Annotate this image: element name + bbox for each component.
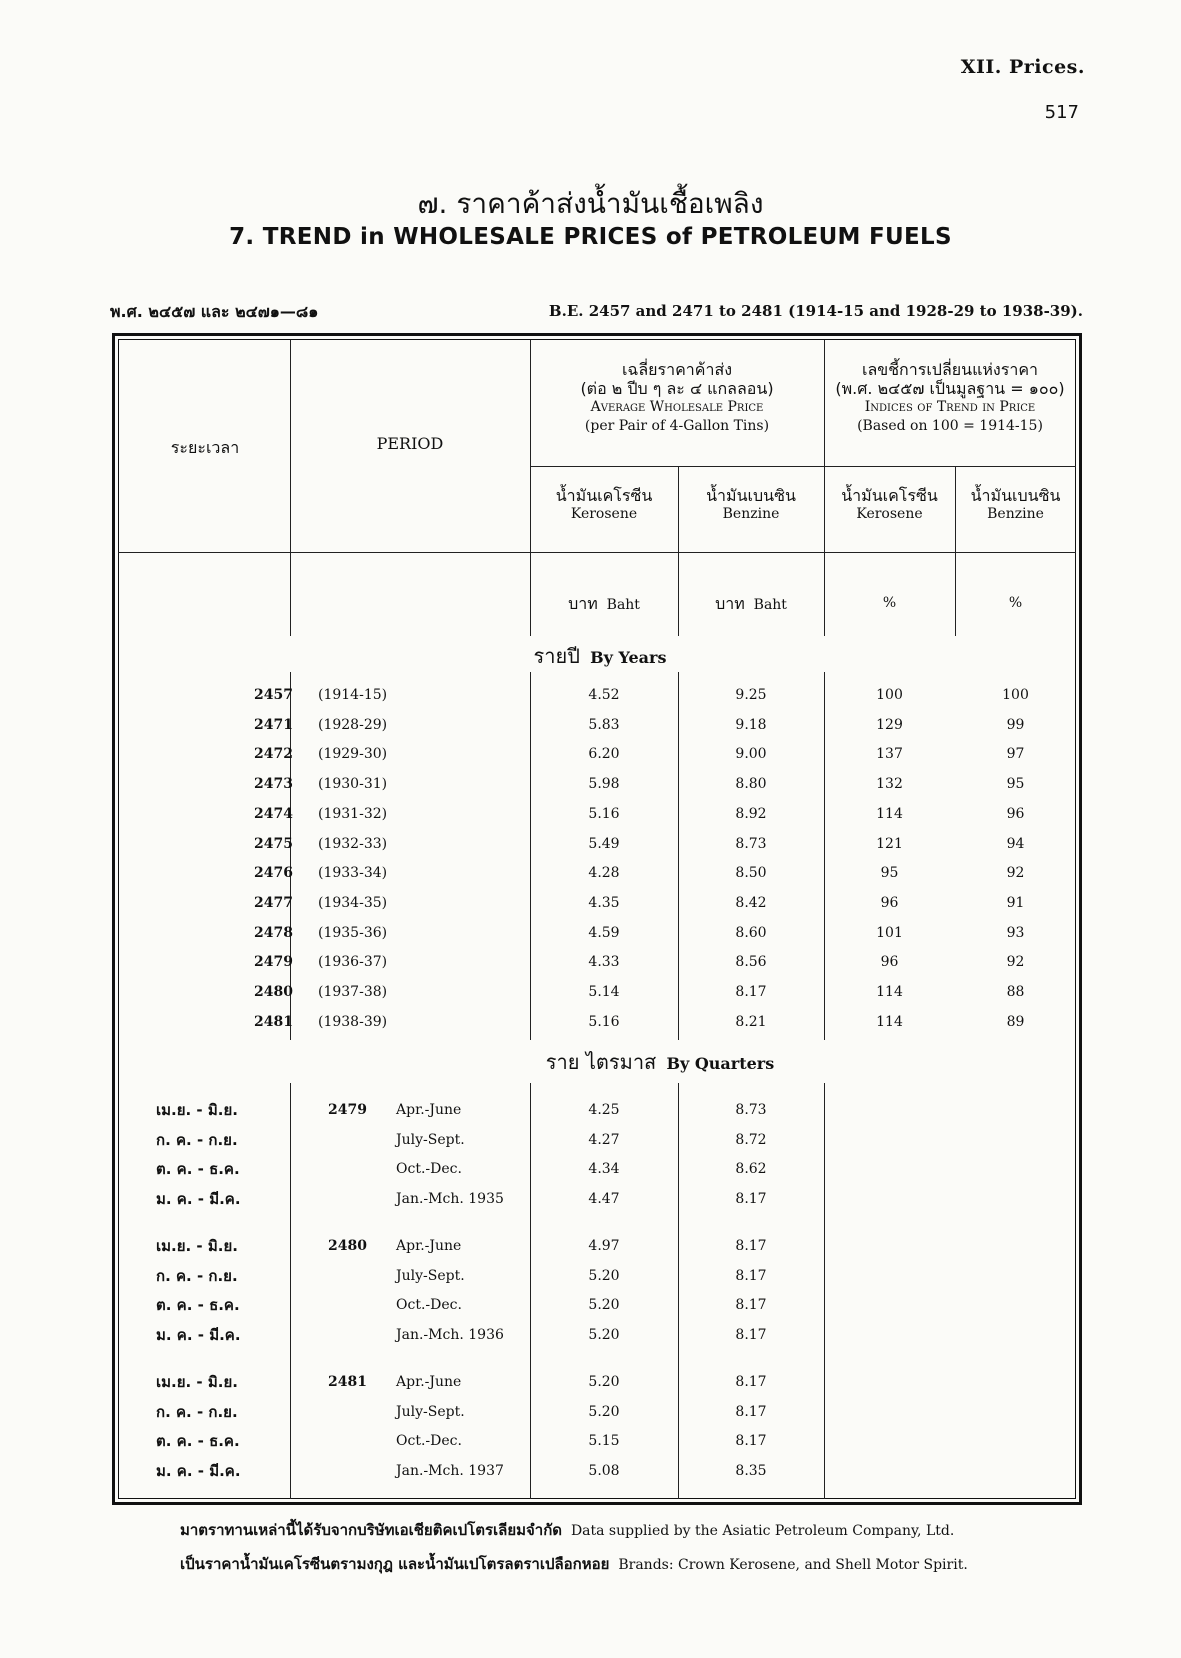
year-ce: (1930-31) — [318, 776, 388, 793]
quarter-en: Jan.-Mch. 1936 — [396, 1326, 504, 1343]
value-benzine-index: 96 — [1006, 805, 1025, 822]
value-benzine-index: 99 — [1006, 716, 1025, 733]
year-be: 2476 — [254, 865, 293, 882]
year-be: 2471 — [254, 716, 293, 733]
value-kerosene-price: 5.98 — [588, 776, 620, 793]
value-benzine-index: 88 — [1006, 984, 1025, 1000]
quarter-be: 2479 — [328, 1102, 367, 1118]
quarter-en: Jan.-Mch. 1935 — [396, 1190, 504, 1207]
value-kerosene-price: 4.28 — [588, 865, 620, 882]
unit-percent-1: % — [882, 595, 897, 611]
quarter-kerosene-price: 5.20 — [588, 1403, 620, 1420]
value-benzine-price: 9.25 — [735, 687, 767, 703]
quarter-benzine-price: 8.35 — [735, 1462, 767, 1479]
year-be: 2473 — [254, 776, 293, 793]
quarter-benzine-price: 8.17 — [735, 1326, 767, 1343]
value-kerosene-index: 100 — [876, 687, 903, 703]
subcol-kerosene-index: น้ำมันเคโรซีน Kerosene — [841, 486, 938, 522]
value-benzine-price: 9.00 — [735, 746, 767, 763]
footer-note-1: มาตราทานเหล่านี้ได้รับจากบริษัทเอเชียติคเปโตรเลียมจำกัด Data supplied by the Asiatic Petroleum Company, Ltd. — [180, 1521, 955, 1539]
year-ce: (1933-34) — [318, 865, 388, 882]
quarter-en: Jan.-Mch. 1937 — [396, 1462, 504, 1479]
year-be: 2474 — [254, 805, 293, 822]
title-english: 7. TREND in WHOLESALE PRICES of PETROLEUM FUELS — [229, 224, 952, 250]
quarter-thai: ก. ค. - ก.ย. — [156, 1130, 238, 1149]
quarter-benzine-price: 8.17 — [735, 1297, 767, 1313]
value-benzine-index: 97 — [1006, 746, 1025, 763]
quarter-benzine-price: 8.17 — [735, 1433, 767, 1449]
quarter-kerosene-price: 5.20 — [588, 1297, 620, 1313]
quarter-kerosene-price: 5.08 — [588, 1462, 620, 1479]
quarter-en: Oct.-Dec. — [396, 1297, 462, 1313]
quarter-benzine-price: 8.17 — [735, 1403, 767, 1420]
subcol-benzine-index: น้ำมันเบนซิน Benzine — [970, 486, 1061, 522]
quarter-en: July-Sept. — [396, 1131, 465, 1148]
year-be: 2475 — [254, 835, 293, 852]
year-be: 2477 — [254, 894, 293, 911]
value-benzine-price: 8.50 — [735, 865, 767, 882]
year-ce: (1914-15) — [318, 687, 388, 703]
year-ce: (1937-38) — [318, 984, 388, 1000]
quarter-en: Oct.-Dec. — [396, 1433, 462, 1449]
year-be: 2457 — [254, 687, 293, 703]
value-kerosene-price: 6.20 — [588, 746, 620, 763]
value-kerosene-price: 5.49 — [588, 835, 620, 852]
quarter-kerosene-price: 4.97 — [588, 1238, 620, 1254]
value-kerosene-index: 132 — [876, 776, 903, 793]
quarter-benzine-price: 8.62 — [735, 1161, 767, 1177]
quarter-thai: ม. ค. - มี.ค. — [156, 1461, 241, 1480]
value-benzine-price: 9.18 — [735, 716, 767, 733]
quarter-thai: ก. ค. - ก.ย. — [156, 1402, 238, 1421]
band-by-years: รายปี By Years — [533, 644, 667, 668]
quarter-be: 2481 — [328, 1374, 367, 1390]
value-benzine-index: 92 — [1006, 954, 1025, 971]
unit-percent-2: % — [1008, 595, 1023, 611]
quarter-en: Apr.-June — [396, 1102, 462, 1118]
quarter-kerosene-price: 4.25 — [588, 1102, 620, 1118]
year-ce: (1932-33) — [318, 835, 388, 852]
quarter-kerosene-price: 5.20 — [588, 1267, 620, 1284]
value-kerosene-index: 95 — [880, 865, 899, 882]
value-benzine-price: 8.17 — [735, 984, 767, 1000]
quarter-en: July-Sept. — [396, 1267, 465, 1284]
year-be: 2472 — [254, 746, 293, 763]
value-kerosene-price: 5.16 — [588, 1013, 620, 1030]
value-benzine-index: 93 — [1006, 924, 1025, 941]
value-kerosene-price: 4.33 — [588, 954, 620, 971]
quarter-kerosene-price: 4.27 — [588, 1131, 620, 1148]
value-kerosene-index: 96 — [880, 954, 899, 971]
subtitle-thai: พ.ศ. ๒๔๕๗ และ ๒๔๗๑—๘๑ — [110, 302, 319, 321]
value-kerosene-index: 114 — [876, 984, 903, 1000]
year-ce: (1931-32) — [318, 805, 388, 822]
quarter-benzine-price: 8.73 — [735, 1102, 767, 1118]
quarter-thai: ก. ค. - ก.ย. — [156, 1266, 238, 1285]
subcol-kerosene-price: น้ำมันเคโรซีน Kerosene — [555, 486, 653, 522]
quarter-thai: ต. ค. - ธ.ค. — [156, 1432, 240, 1450]
value-kerosene-price: 4.59 — [588, 924, 620, 941]
quarter-kerosene-price: 5.20 — [588, 1326, 620, 1343]
value-kerosene-index: 101 — [876, 924, 903, 941]
value-benzine-index: 91 — [1006, 894, 1025, 911]
quarter-en: Oct.-Dec. — [396, 1161, 462, 1177]
value-benzine-price: 8.92 — [735, 805, 767, 822]
value-kerosene-price: 5.16 — [588, 805, 620, 822]
subcol-benzine-price: น้ำมันเบนซิน Benzine — [706, 486, 796, 522]
quarter-thai: เม.ย. - มิ.ย. — [156, 1101, 238, 1119]
unit-baht-2: บาท Baht — [715, 594, 787, 613]
unit-baht-1: บาท Baht — [568, 594, 640, 613]
year-ce: (1934-35) — [318, 894, 388, 911]
quarter-thai: ต. ค. - ธ.ค. — [156, 1296, 240, 1314]
value-benzine-price: 8.56 — [735, 954, 767, 971]
quarter-be: 2480 — [328, 1238, 367, 1254]
page-number: 517 — [1044, 102, 1079, 123]
quarter-thai: ม. ค. - มี.ค. — [156, 1325, 241, 1344]
year-ce: (1935-36) — [318, 924, 388, 941]
col-group-index: เลขชี้การเปลี่ยนแห่งราคา (พ.ศ. ๒๔๕๗ เป็นมูลฐาน = ๑๐๐) Indices of Trend in Price (Based on 100 = 1914-15) — [835, 360, 1065, 434]
value-benzine-price: 8.80 — [735, 776, 767, 793]
value-benzine-price: 8.60 — [735, 924, 767, 941]
year-be: 2481 — [254, 1013, 293, 1030]
quarter-benzine-price: 8.17 — [735, 1190, 767, 1207]
quarter-kerosene-price: 4.34 — [588, 1161, 620, 1177]
quarter-kerosene-price: 4.47 — [588, 1190, 620, 1207]
value-benzine-price: 8.21 — [735, 1013, 767, 1030]
year-be: 2478 — [254, 924, 293, 941]
value-kerosene-index: 121 — [876, 835, 903, 852]
quarter-en: Apr.-June — [396, 1238, 462, 1254]
value-kerosene-price: 4.35 — [588, 894, 620, 911]
title-thai: ๗. ราคาค้าส่งน้ำมันเชื้อเพลิง — [417, 187, 764, 220]
footer-note-2: เป็นราคาน้ำมันเคโรซีนตรามงกุฎ และน้ำมันเปโตรลตราเปลือกหอย Brands: Crown Kerosene, and Shell Motor Spirit. — [180, 1555, 968, 1573]
value-kerosene-price: 4.52 — [588, 687, 620, 703]
value-benzine-price: 8.42 — [735, 894, 767, 911]
value-benzine-price: 8.73 — [735, 835, 767, 852]
quarter-thai: ม. ค. - มี.ค. — [156, 1189, 241, 1208]
subtitle-english: B.E. 2457 and 2471 to 2481 (1914-15 and 1928-29 to 1938-39). — [548, 302, 1083, 320]
col-header-period-en: PERIOD — [376, 434, 444, 453]
year-ce: (1936-37) — [318, 954, 388, 971]
quarter-kerosene-price: 5.20 — [588, 1374, 620, 1390]
value-kerosene-index: 114 — [876, 805, 903, 822]
value-kerosene-price: 5.83 — [588, 716, 620, 733]
quarter-benzine-price: 8.17 — [735, 1238, 767, 1254]
value-kerosene-index: 129 — [876, 716, 903, 733]
year-ce: (1938-39) — [318, 1013, 388, 1030]
quarter-thai: ต. ค. - ธ.ค. — [156, 1160, 240, 1178]
col-group-price: เฉลี่ยราคาค้าส่ง (ต่อ ๒ ปีบ ๆ ละ ๔ แกลลอน) Average Wholesale Price (per Pair of 4-Gallon Tins) — [580, 360, 774, 434]
quarter-en: July-Sept. — [396, 1403, 465, 1420]
value-kerosene-index: 137 — [876, 746, 903, 763]
year-be: 2479 — [254, 954, 293, 971]
value-benzine-index: 89 — [1006, 1013, 1025, 1030]
quarter-benzine-price: 8.17 — [735, 1374, 767, 1390]
value-kerosene-price: 5.14 — [588, 984, 620, 1000]
col-header-period-thai: ระยะเวลา — [170, 438, 240, 457]
band-by-quarters: ราย ไตรมาส By Quarters — [545, 1050, 775, 1074]
quarter-thai: เม.ย. - มิ.ย. — [156, 1237, 238, 1255]
year-be: 2480 — [254, 984, 293, 1000]
year-ce: (1929-30) — [318, 746, 388, 763]
quarter-kerosene-price: 5.15 — [588, 1433, 620, 1449]
value-benzine-index: 95 — [1006, 776, 1025, 793]
quarter-thai: เม.ย. - มิ.ย. — [156, 1373, 238, 1391]
quarter-benzine-price: 8.17 — [735, 1267, 767, 1284]
quarter-en: Apr.-June — [396, 1374, 462, 1390]
value-kerosene-index: 114 — [876, 1013, 903, 1030]
value-benzine-index: 94 — [1006, 835, 1025, 852]
value-benzine-index: 92 — [1006, 865, 1025, 882]
year-ce: (1928-29) — [318, 716, 388, 733]
section-header: XII. Prices. — [960, 56, 1085, 78]
value-benzine-index: 100 — [1002, 687, 1029, 703]
quarter-benzine-price: 8.72 — [735, 1131, 767, 1148]
value-kerosene-index: 96 — [880, 894, 899, 911]
